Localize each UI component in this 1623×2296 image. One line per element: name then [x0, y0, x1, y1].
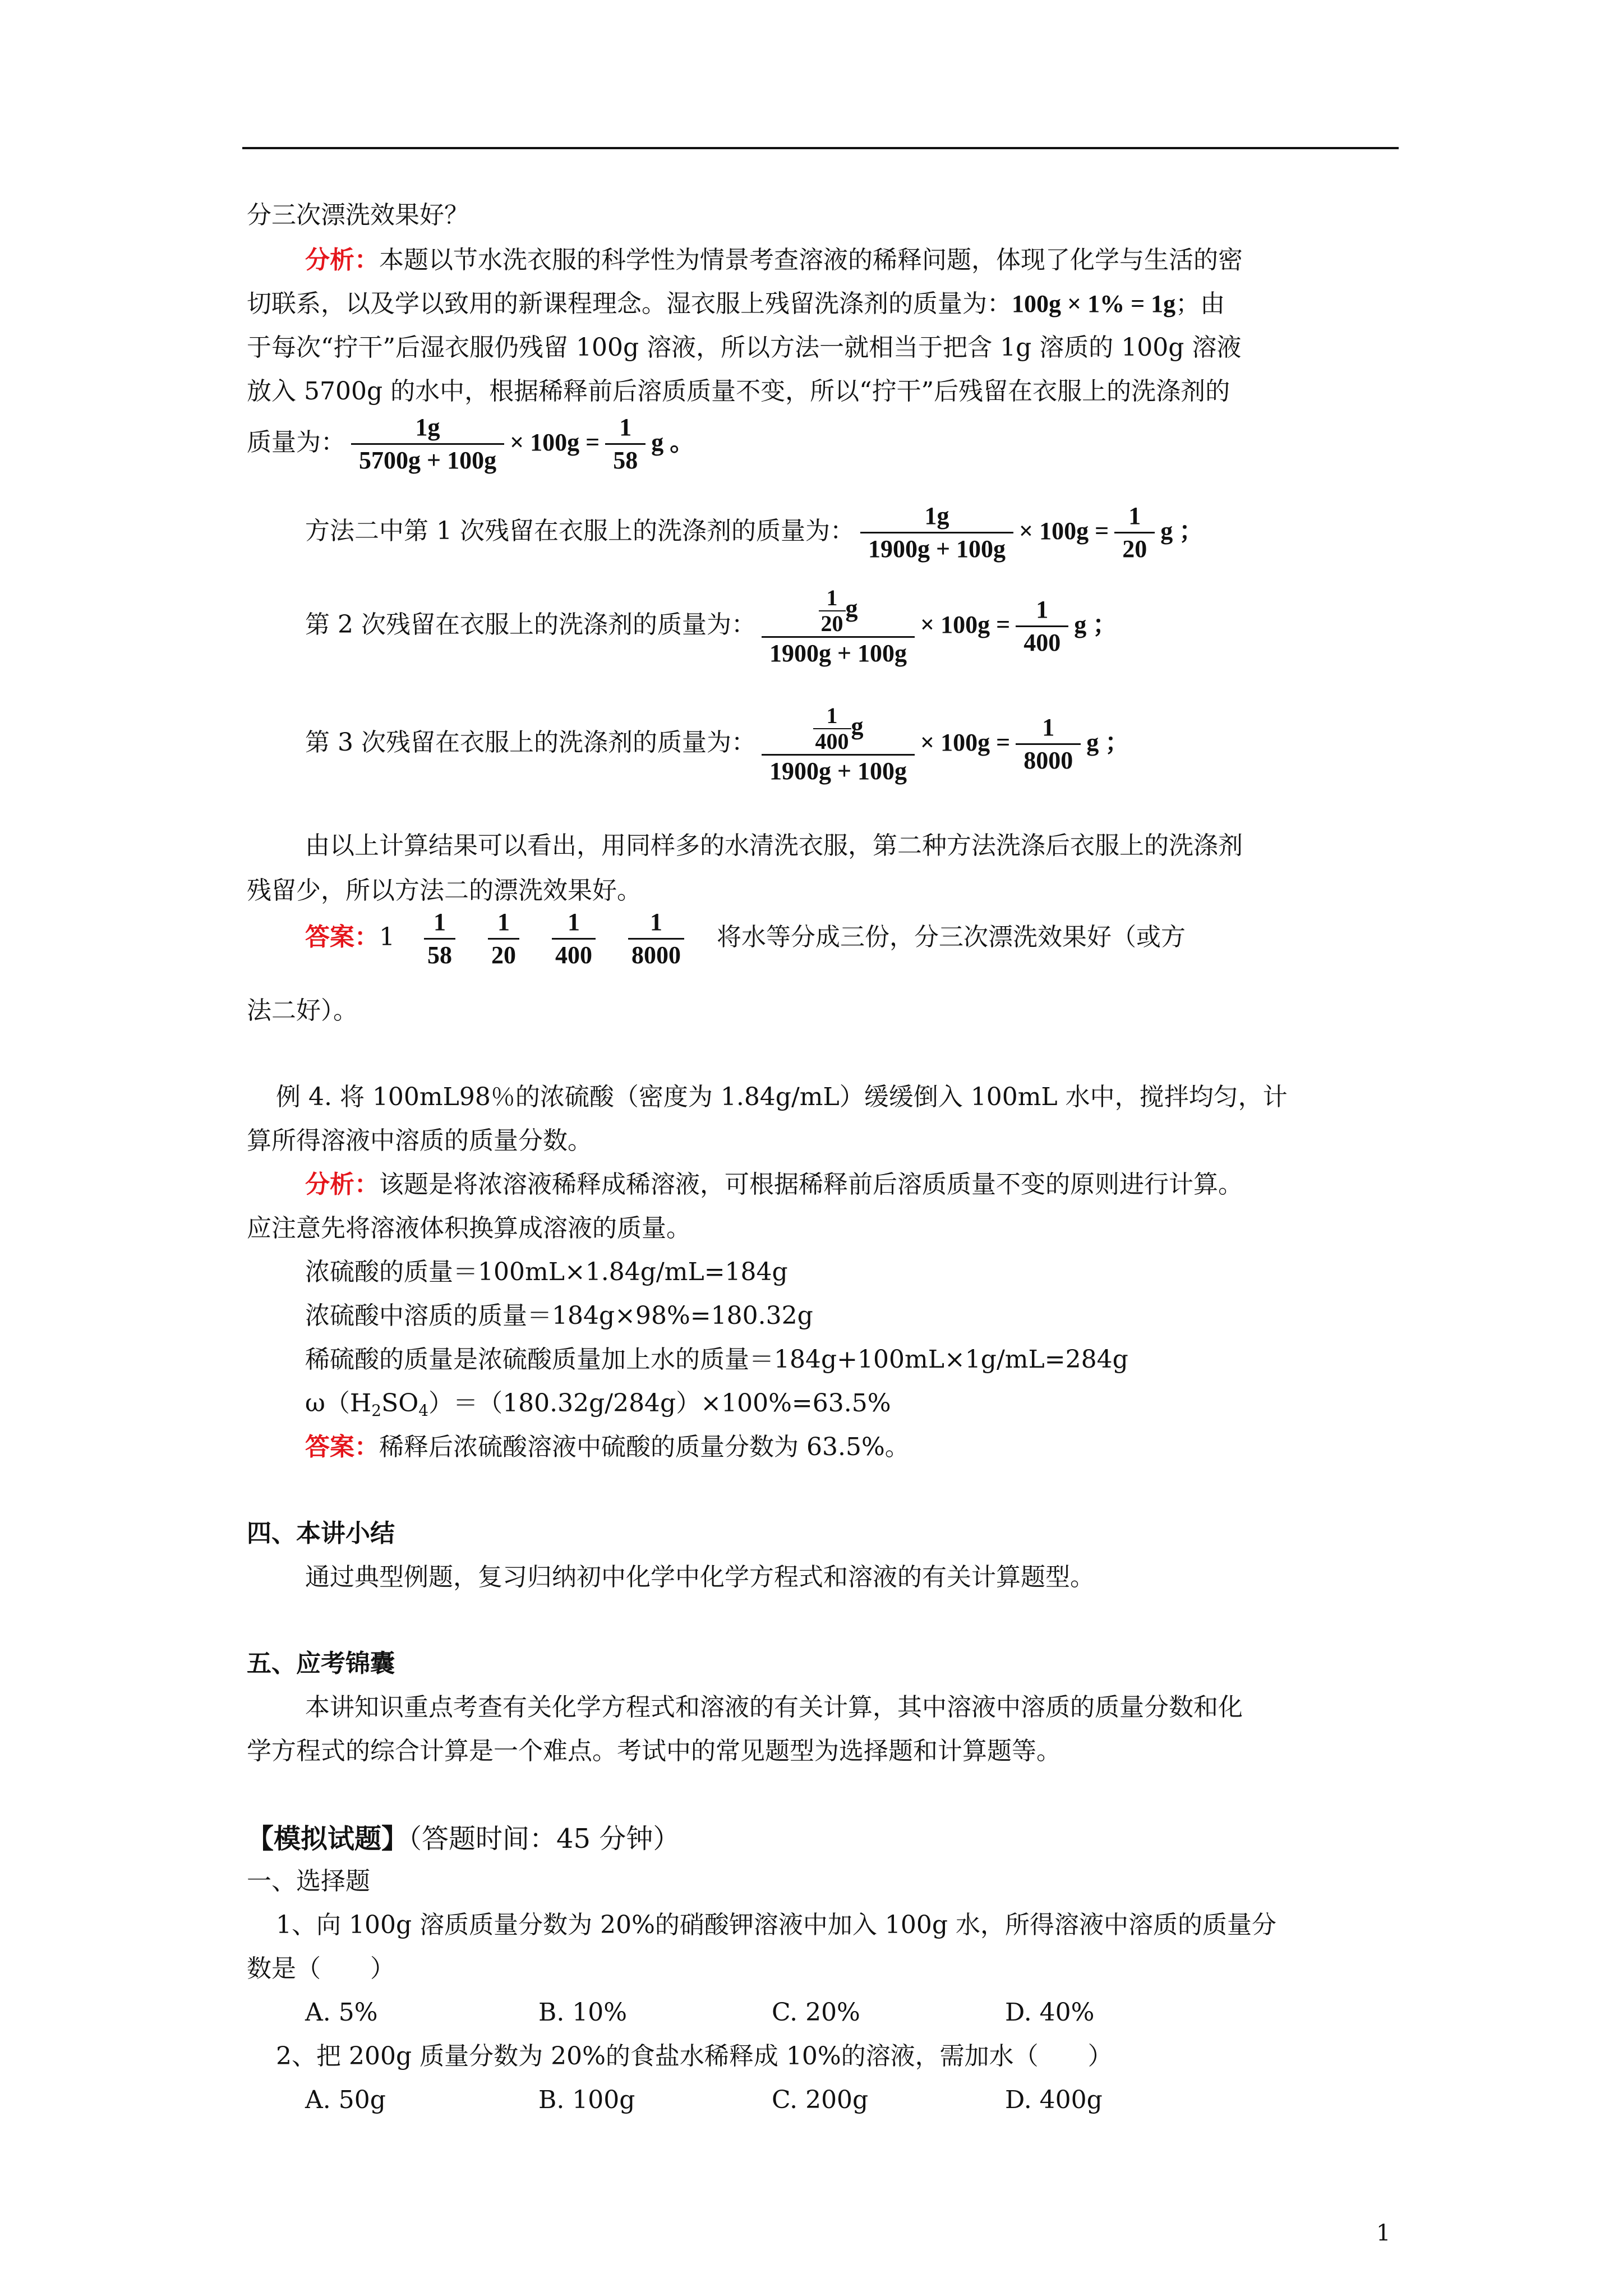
analysis-text: 本题以节水洗衣服的科学性为情景考查溶液的稀释问题，体现了化学与生活的密 [379, 246, 1243, 274]
section-title: 五、应考锦囊 [247, 1649, 395, 1678]
section-text: 学方程式的综合计算是一个难点。考试中的常见题型为选择题和计算题等。 [247, 1737, 1061, 1765]
section-title: 四、本讲小结 [247, 1519, 395, 1548]
option-c[interactable]: C. 200g [772, 2086, 869, 2114]
conclusion-line-2: 残留少，所以方法二的漂洗效果好。 [247, 876, 642, 905]
answer-fraction: $\frac{1}{400}$ [552, 910, 596, 968]
example4-analysis-1 [305, 1172, 1243, 1197]
calc-line: 浓硫酸的质量＝100mL×1.84g/mL=184g [305, 1258, 788, 1286]
answer-text: 将水等分成三份，分三次漂洗效果好（或方 [717, 923, 1186, 951]
fraction: $\frac{1}{400}$ [1016, 597, 1068, 655]
page-number: 1 [1376, 2220, 1391, 2246]
question-1: 1、向 100g 溶质质量分数为 20%的硝酸钾溶液中加入 100g 水，所得溶液中溶质的质量分 [276, 1911, 1277, 1939]
analysis-line-1 [305, 248, 1243, 273]
analysis-text: 切联系，以及学以致用的新课程理念。湿衣服上残留洗涤剂的质量为： [247, 289, 1012, 318]
compound-fraction: $\frac{1}{400}$ g 1900g + 100g [762, 705, 915, 784]
answer-fraction: $\frac{1}{58}$ [424, 910, 455, 968]
option-a[interactable]: A. 50g [305, 2086, 386, 2114]
calc-line: 浓硫酸中溶质的质量＝184g×98%=180.32g [305, 1301, 813, 1330]
option-b[interactable]: B. 10% [538, 1998, 628, 2027]
unit: g ； [1086, 729, 1130, 756]
conclusion-line-1: 由以上计算结果可以看出，用同样多的水清洗衣服，第二种方法洗涤后衣服上的洗涤剂 [305, 831, 1243, 860]
fraction: $\frac{1g}{5700g + 100g}$ [351, 415, 504, 473]
step-text: 方法二中第 1 次残留在衣服上的洗涤剂的质量为： [305, 517, 855, 545]
question-section: 一、选择题 [247, 1867, 370, 1895]
example4-answer [305, 1435, 910, 1460]
section-text: 本讲知识重点考查有关化学方程式和溶液的有关计算，其中溶液中溶质的质量分数和化 [305, 1693, 1243, 1722]
analysis-label: 分析： [305, 246, 379, 274]
answer-line-1 [305, 910, 1186, 968]
answer-fraction: $\frac{1}{8000}$ [628, 910, 684, 968]
answer-label: 答案： [305, 1433, 379, 1461]
question-2: 2、把 200g 质量分数为 20%的食盐水稀释成 10%的溶液，需加水（ ） [276, 2042, 1113, 2070]
calc-line: 稀硫酸的质量是浓硫酸质量加上水的质量＝184g+100mL×1g/mL=284g [305, 1345, 1128, 1374]
step-text: 第 3 次残留在衣服上的洗涤剂的质量为： [305, 728, 756, 757]
question-2-options [305, 2088, 1238, 2113]
answer-value: 1 [379, 923, 395, 951]
analysis-line-5 [247, 415, 694, 473]
analysis-line-2 [247, 289, 1225, 318]
equation: 100g × 1% = 1g [1012, 290, 1176, 318]
analysis-line-4: 放入 5700g 的水中，根据稀释前后溶质质量不变，所以“拧干”后残留在衣服上的洗涤剂的 [247, 377, 1230, 406]
text-line: 分三次漂洗效果好？ [247, 201, 469, 229]
answer-label: 答案： [305, 923, 379, 951]
option-d[interactable]: D. 400g [1005, 2086, 1103, 2114]
section-text: 通过典型例题，复习归纳初中化学中化学方程式和溶液的有关计算题型。 [305, 1563, 1095, 1591]
equation: × 100g = [920, 729, 1011, 756]
example4-line-1: 例 4. 将 100mL98％的浓硫酸（密度为 1.84g/mL）缓缓倒入 100mL 水中，搅拌均匀，计 [276, 1083, 1288, 1111]
method2-step2 [305, 587, 1117, 666]
mock-test-title: 【模拟试题】 [247, 1823, 409, 1855]
analysis-line-3: 于每次“拧干”后湿衣服仍残留 100g 溶液，所以方法一就相当于把含 1g 溶质的 100g 溶液 [247, 333, 1242, 362]
question-1-options [305, 2000, 1238, 2025]
analysis-label: 分析： [305, 1170, 379, 1199]
unit: g 。 [651, 429, 695, 456]
fraction: $\frac{1}{58}$ [605, 415, 645, 473]
fraction: $\frac{1g}{1900g + 100g}$ [860, 504, 1013, 562]
compound-fraction: $\frac{1}{20}$ g 1900g + 100g [762, 587, 915, 666]
unit: g ； [1160, 517, 1204, 545]
option-c[interactable]: C. 20% [772, 1998, 860, 2027]
equation: × 100g = [920, 611, 1011, 638]
step-text: 第 2 次残留在衣服上的洗涤剂的质量为： [305, 610, 756, 639]
equation: × 100g = [510, 429, 600, 456]
example4-analysis-2: 应注意先将溶液体积换算成溶液的质量。 [247, 1214, 691, 1243]
analysis-text: ；由 [1175, 289, 1225, 318]
analysis-text: 质量为： [247, 428, 345, 457]
question-1-cont: 数是（ ） [247, 1954, 395, 1983]
fraction: $\frac{1}{8000}$ [1016, 715, 1081, 773]
calc-line: $\omega(H_2SO_4)=(180.32g/284g)\times 100\%=63.5\%$ [305, 1389, 891, 1420]
answer-text: 稀释后浓硫酸溶液中硫酸的质量分数为 63.5%。 [379, 1433, 910, 1461]
answer-fraction: $\frac{1}{20}$ [488, 910, 519, 968]
header-rule [242, 147, 1399, 149]
analysis-text: 该题是将浓溶液稀释成稀溶液，可根据稀释前后溶质质量不变的原则进行计算。 [379, 1170, 1243, 1199]
answer-line-2: 法二好）。 [247, 996, 358, 1025]
fraction: $\frac{1}{20}$ [1114, 504, 1155, 562]
example4-line-2: 算所得溶液中溶质的质量分数。 [247, 1126, 592, 1155]
option-a[interactable]: A. 5% [305, 1998, 378, 2027]
mock-test-heading [247, 1823, 680, 1855]
unit: g ； [1074, 611, 1118, 638]
option-d[interactable]: D. 40% [1005, 1998, 1095, 2027]
equation: × 100g = [1019, 517, 1109, 545]
mock-test-time: （答题时间：45 分钟） [408, 1823, 680, 1855]
option-b[interactable]: B. 100g [538, 2086, 635, 2114]
method2-step3 [305, 705, 1129, 784]
method2-step1 [305, 504, 1204, 562]
